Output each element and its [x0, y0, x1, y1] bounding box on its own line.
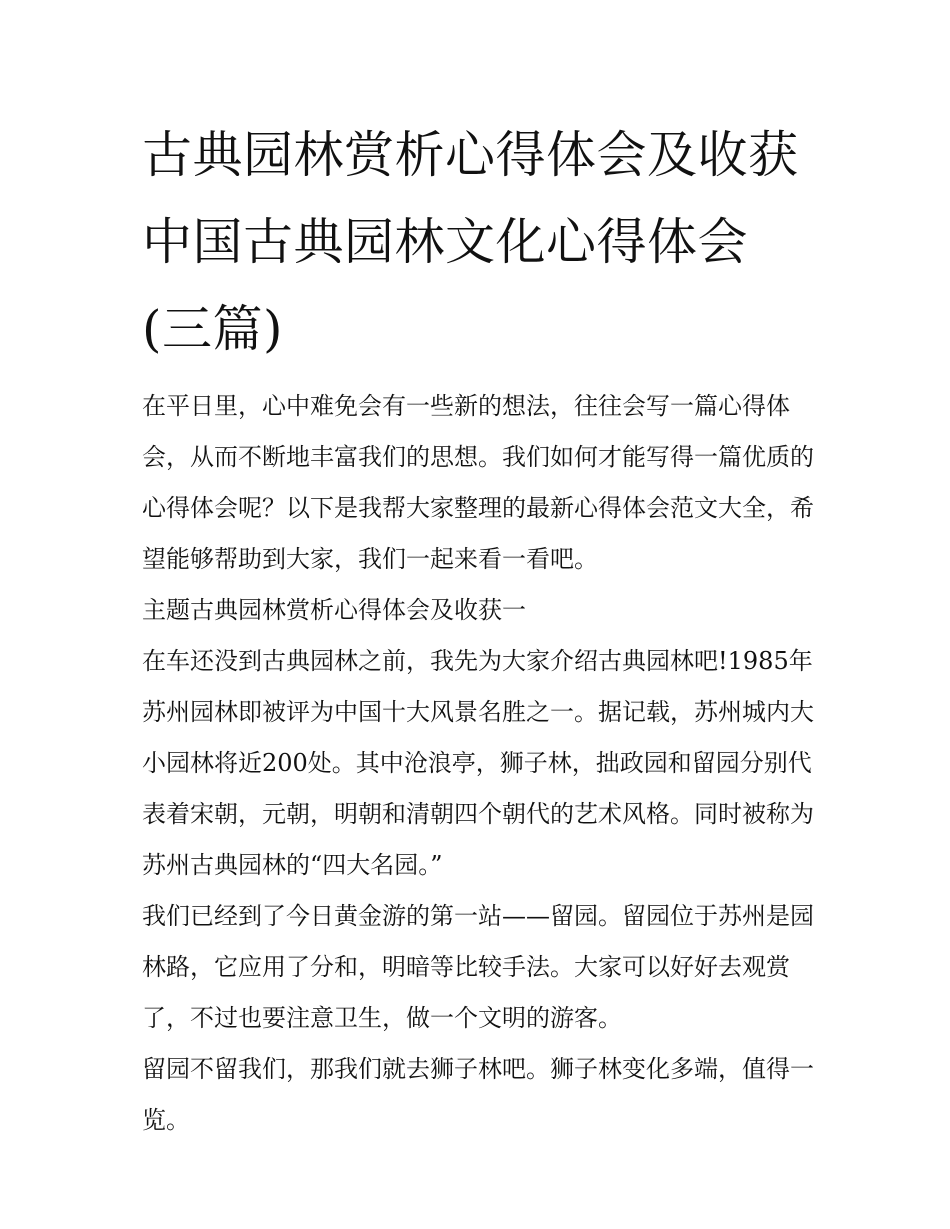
paragraph-section-heading: 主题古典园林赏析心得体会及收获一 — [142, 596, 526, 624]
paragraph-intro: 在平日里，心中难免会有一些新的想法，往往会写一篇心得体会，从而不断地丰富我们的思想。我们如何才能写得一篇优质的心得体会呢？以下是我帮大家整理的最新心得体会范文大全，希望能够帮助到大家，我们一起来看一看吧。 — [142, 392, 814, 573]
paragraph-liuyuan: 我们已经到了今日黄金游的第一站——留园。留园位于苏州是园林路，它应用了分和，明暗等比较手法。大家可以好好去观赏了，不过也要注意卫生，做一个文明的游客。 — [142, 902, 814, 1032]
document-title: 古典园林赏析心得体会及收获 中国古典园林文化心得体会(三篇) — [142, 126, 799, 358]
document-body — [142, 112, 814, 1146]
paragraph-gardens-intro: 在车还没到古典园林之前，我先为大家介绍古典园林吧!1985年苏州园林即被评为中国十大风景名胜之一。据记载，苏州城内大小园林将近200处。其中沧浪亭，狮子林，拙政园和留园分别代表着宋朝，元朝，明朝和清朝四个朝代的艺术风格。同时被称为苏州古典园林的“四大名园。” — [142, 647, 814, 879]
paragraph-shizilin: 留园不留我们，那我们就去狮子林吧。狮子林变化多端，值得一览。 — [142, 1055, 814, 1134]
